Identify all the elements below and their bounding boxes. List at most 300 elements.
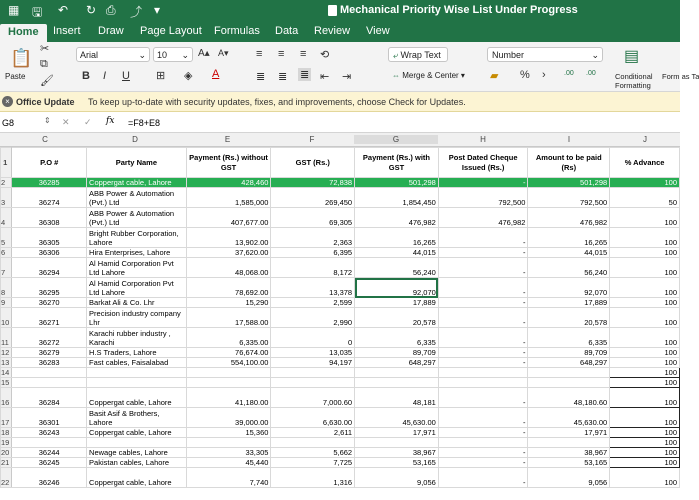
tab-home[interactable]: Home xyxy=(0,24,47,42)
cancel-icon[interactable]: ✕ xyxy=(62,117,70,127)
col-header-e[interactable]: E xyxy=(224,135,231,144)
sheet-icon[interactable]: ▦ xyxy=(8,3,20,17)
post-dated-cheque-cell[interactable]: - xyxy=(438,258,528,278)
header-cell[interactable]: Payment (Rs.) without GST xyxy=(186,148,271,178)
tab-data[interactable]: Data xyxy=(275,25,299,37)
amount-to-pay-cell[interactable]: 16,265 xyxy=(528,228,610,248)
post-dated-cheque-cell[interactable]: - xyxy=(438,408,528,428)
payment-with-gst-cell[interactable]: 1,854,450 xyxy=(355,188,439,208)
payment-without-gst-cell[interactable]: 1,585,000 xyxy=(186,188,271,208)
name-box[interactable]: G8 xyxy=(2,118,15,128)
increase-indent-icon[interactable]: ⇥ xyxy=(342,71,352,83)
tab-view[interactable]: View xyxy=(366,25,390,37)
table-row xyxy=(1,448,680,458)
gst-cell[interactable]: 2,599 xyxy=(271,298,355,308)
font-size-select[interactable] xyxy=(153,47,193,62)
party-cell[interactable]: Barkat Ali & Co. Lhr xyxy=(87,298,187,308)
post-dated-cheque-cell[interactable]: - xyxy=(438,228,528,248)
party-cell[interactable]: Coppergat cable, Lahore xyxy=(87,468,187,488)
copy-icon[interactable]: ⧉ xyxy=(40,58,48,70)
payment-with-gst-cell[interactable]: 89,709 xyxy=(355,348,439,358)
advance-cell[interactable]: 100 xyxy=(610,438,680,448)
number-format-value: Number xyxy=(492,50,525,60)
align-bottom-icon[interactable]: ≡ xyxy=(300,48,307,60)
table-row xyxy=(1,358,680,368)
name-box-stepper-icon[interactable]: ⇕ xyxy=(44,116,51,125)
percent-button[interactable]: % xyxy=(520,69,530,81)
gst-cell[interactable]: 7,000.60 xyxy=(271,388,355,408)
payment-with-gst-cell[interactable]: 476,982 xyxy=(355,208,439,228)
payment-without-gst-cell[interactable] xyxy=(186,378,271,388)
row-number[interactable]: 11 xyxy=(1,328,12,348)
post-dated-cheque-cell[interactable]: 476,982 xyxy=(438,208,528,228)
advance-cell[interactable]: 100 xyxy=(610,388,680,408)
row-number[interactable]: 19 xyxy=(1,438,12,448)
party-cell[interactable]: Fast cables, Faisalabad xyxy=(87,358,187,368)
po-cell[interactable]: 36245 xyxy=(12,458,87,468)
tab-draw[interactable]: Draw xyxy=(98,25,124,37)
row-number[interactable]: 6 xyxy=(1,248,12,258)
table-row xyxy=(1,188,680,208)
gst-cell[interactable]: 6,395 xyxy=(271,248,355,258)
advance-cell[interactable]: 100 xyxy=(610,328,680,348)
payment-without-gst-cell[interactable]: 78,692.00 xyxy=(186,278,271,298)
chevron-down-icon: ⌄ xyxy=(181,50,189,60)
col-header-f[interactable]: F xyxy=(309,135,315,144)
amount-to-pay-cell[interactable]: 53,165 xyxy=(528,458,610,468)
amount-to-pay-cell[interactable]: 476,982 xyxy=(528,208,610,228)
chevron-down-icon: ⌄ xyxy=(138,50,146,60)
advance-cell[interactable]: 100 xyxy=(610,348,680,358)
po-cell[interactable]: 36283 xyxy=(12,358,87,368)
payment-without-gst-cell[interactable]: 33,305 xyxy=(186,448,271,458)
tab-insert[interactable]: Insert xyxy=(53,25,81,37)
comma-button[interactable]: › xyxy=(542,69,546,81)
amount-to-pay-cell[interactable]: 38,967 xyxy=(528,448,610,458)
gst-cell[interactable]: 269,450 xyxy=(271,188,355,208)
gst-cell[interactable]: 13,378 xyxy=(271,278,355,298)
party-cell[interactable] xyxy=(87,368,187,378)
align-middle-icon[interactable]: ≡ xyxy=(278,48,285,60)
gst-cell[interactable]: 72,838 xyxy=(271,178,355,188)
party-cell[interactable]: Bright Rubber Corporation, Lahore xyxy=(87,228,187,248)
print-icon[interactable]: ⎙ xyxy=(106,3,116,17)
advance-cell[interactable]: 100 xyxy=(610,278,680,298)
post-dated-cheque-cell[interactable]: - xyxy=(438,358,528,368)
font-color-icon[interactable]: A xyxy=(212,68,220,80)
payment-with-gst-cell[interactable]: 48,181 xyxy=(355,388,439,408)
table-row xyxy=(1,468,680,488)
party-cell[interactable]: Coppergat cable, Lahore xyxy=(87,388,187,408)
post-dated-cheque-cell[interactable]: - xyxy=(438,328,528,348)
advance-cell[interactable]: 100 xyxy=(610,458,680,468)
party-cell[interactable]: Coppergat cable, Lahore xyxy=(87,428,187,438)
formula-input[interactable]: =F8+E8 xyxy=(128,118,161,128)
grow-font-label: A xyxy=(198,48,205,59)
payment-with-gst-cell[interactable]: 53,165 xyxy=(355,458,439,468)
amount-to-pay-cell[interactable]: 44,015 xyxy=(528,248,610,258)
advance-cell[interactable]: 100 xyxy=(610,428,680,438)
post-dated-cheque-cell[interactable]: - xyxy=(438,308,528,328)
gst-cell[interactable] xyxy=(271,368,355,378)
col-header-c[interactable]: C xyxy=(42,135,48,144)
payment-with-gst-cell[interactable]: 56,240 xyxy=(355,258,439,278)
table-row xyxy=(1,228,680,248)
row-number[interactable]: 3 xyxy=(1,188,12,208)
post-dated-cheque-cell[interactable]: - xyxy=(438,248,528,258)
table-row xyxy=(1,438,680,448)
payment-without-gst-cell[interactable] xyxy=(186,368,271,378)
currency-icon[interactable]: ▰ xyxy=(490,70,499,82)
payment-with-gst-cell[interactable]: 17,889 xyxy=(355,298,439,308)
gst-cell[interactable]: 94,197 xyxy=(271,358,355,368)
cut-icon[interactable]: ✂ xyxy=(40,43,50,55)
payment-without-gst-cell[interactable]: 554,100.00 xyxy=(186,358,271,368)
ribbon-tabs xyxy=(0,22,680,42)
advance-cell[interactable]: 100 xyxy=(610,208,680,228)
payment-with-gst-cell[interactable]: 20,578 xyxy=(355,308,439,328)
header-cell[interactable]: Amount to be paid (Rs) xyxy=(528,148,610,178)
po-cell[interactable]: 36306 xyxy=(12,248,87,258)
advance-cell[interactable]: 100 xyxy=(610,258,680,278)
post-dated-cheque-cell[interactable]: - xyxy=(438,278,528,298)
payment-with-gst-cell[interactable]: 17,971 xyxy=(355,428,439,438)
po-cell[interactable]: 36243 xyxy=(12,428,87,438)
post-dated-cheque-cell[interactable] xyxy=(438,368,528,378)
data-table xyxy=(0,147,680,488)
amount-to-pay-cell[interactable]: 792,500 xyxy=(528,188,610,208)
payment-with-gst-cell[interactable] xyxy=(355,368,439,378)
enter-icon[interactable]: ✓ xyxy=(84,117,92,127)
function-icon[interactable]: fx xyxy=(106,116,115,126)
advance-cell[interactable]: 100 xyxy=(610,298,680,308)
borders-icon[interactable]: ⊞ xyxy=(156,70,166,82)
header-cell[interactable]: P.O # xyxy=(12,148,87,178)
payment-without-gst-cell[interactable]: 15,290 xyxy=(186,298,271,308)
payment-with-gst-cell[interactable] xyxy=(355,378,439,388)
payment-without-gst-cell[interactable]: 76,674.00 xyxy=(186,348,271,358)
po-cell[interactable]: 36301 xyxy=(12,408,87,428)
payment-without-gst-cell[interactable]: 407,677.00 xyxy=(186,208,271,228)
payment-without-gst-cell[interactable] xyxy=(186,438,271,448)
amount-to-pay-cell[interactable]: 48,180.60 xyxy=(528,388,610,408)
po-cell[interactable]: 36271 xyxy=(12,308,87,328)
save-icon[interactable]: 🖫 xyxy=(32,5,43,19)
col-header-i[interactable]: I xyxy=(567,135,571,144)
customize-icon[interactable]: ▾ xyxy=(154,3,161,17)
bold-button[interactable]: B xyxy=(82,70,90,82)
advance-cell[interactable]: 100 xyxy=(610,468,680,488)
post-dated-cheque-cell[interactable]: - xyxy=(438,428,528,438)
amount-to-pay-cell[interactable]: 17,889 xyxy=(528,298,610,308)
party-cell[interactable] xyxy=(87,378,187,388)
party-cell[interactable]: Hira Enterprises, Lahore xyxy=(87,248,187,258)
table-row xyxy=(1,258,680,278)
advance-cell[interactable]: 100 xyxy=(610,448,680,458)
align-left-icon[interactable]: ≣ xyxy=(256,71,266,83)
payment-with-gst-cell[interactable]: 38,967 xyxy=(355,448,439,458)
party-cell[interactable]: Al Hamid Corporation Pvt Ltd Lahore xyxy=(87,278,187,298)
row-number[interactable]: 9 xyxy=(1,298,12,308)
po-cell[interactable]: 36308 xyxy=(12,208,87,228)
advance-cell[interactable]: 100 xyxy=(610,228,680,248)
amount-to-pay-cell[interactable]: 89,709 xyxy=(528,348,610,358)
advance-cell[interactable]: 100 xyxy=(610,308,680,328)
amount-to-pay-cell[interactable]: 20,578 xyxy=(528,308,610,328)
col-header-j[interactable]: J xyxy=(643,135,647,144)
post-dated-cheque-cell[interactable]: - xyxy=(438,348,528,358)
tab-review[interactable]: Review xyxy=(314,25,351,37)
post-dated-cheque-cell[interactable] xyxy=(438,378,528,388)
party-cell[interactable]: ABB Power & Automation (Pvt.) Ltd xyxy=(87,208,187,228)
number-format-select[interactable] xyxy=(487,47,603,62)
payment-with-gst-cell[interactable] xyxy=(355,438,439,448)
payment-without-gst-cell[interactable]: 45,440 xyxy=(186,458,271,468)
conditional-formatting-icon[interactable]: ▤ xyxy=(624,48,640,65)
gst-cell[interactable]: 69,305 xyxy=(271,208,355,228)
gst-cell[interactable] xyxy=(271,438,355,448)
tab-formulas[interactable]: Formulas xyxy=(214,25,260,37)
gst-cell[interactable]: 0 xyxy=(271,328,355,348)
align-right-icon[interactable]: ≣ xyxy=(300,69,310,81)
col-header-h[interactable]: H xyxy=(480,135,486,144)
row-number[interactable]: 16 xyxy=(1,388,12,408)
merge-center-button[interactable]: ⇔ Merge & Center ▾ xyxy=(392,71,465,80)
po-cell[interactable]: 36295 xyxy=(12,278,87,298)
align-center-icon[interactable]: ≣ xyxy=(278,71,288,83)
party-cell[interactable]: H.S Traders, Lahore xyxy=(87,348,187,358)
undo-icon[interactable]: ↶ xyxy=(58,3,69,17)
row-number[interactable]: 1 xyxy=(1,148,12,178)
close-icon[interactable]: × xyxy=(2,96,13,107)
party-cell[interactable]: Precision industry company Lhr xyxy=(87,308,187,328)
align-top-icon[interactable]: ≡ xyxy=(256,48,263,60)
amount-to-pay-cell[interactable] xyxy=(528,438,610,448)
party-cell[interactable] xyxy=(87,438,187,448)
payment-with-gst-cell[interactable]: 648,297 xyxy=(355,358,439,368)
gst-cell[interactable]: 8,172 xyxy=(271,258,355,278)
tab-page-layout[interactable]: Page Layout xyxy=(140,25,202,37)
advance-cell[interactable]: 100 xyxy=(610,248,680,258)
amount-to-pay-cell[interactable]: 17,971 xyxy=(528,428,610,438)
table-row xyxy=(1,328,680,348)
amount-to-pay-cell[interactable]: 56,240 xyxy=(528,258,610,278)
party-cell[interactable]: Pakistan cables, Lahore xyxy=(87,458,187,468)
payment-without-gst-cell[interactable]: 7,740 xyxy=(186,468,271,488)
row-number[interactable]: 5 xyxy=(1,228,12,248)
party-cell[interactable]: Newage cables, Lahore xyxy=(87,448,187,458)
merge-icon: ⇔ xyxy=(392,71,403,80)
payment-with-gst-cell[interactable]: 9,056 xyxy=(355,468,439,488)
amount-to-pay-cell[interactable]: 501,298 xyxy=(528,178,610,188)
post-dated-cheque-cell[interactable]: - xyxy=(438,448,528,458)
po-cell[interactable]: 36305 xyxy=(12,228,87,248)
payment-without-gst-cell[interactable]: 15,360 xyxy=(186,428,271,438)
notice-message: To keep up-to-date with security updates, fixes, and improvements, choose Check for Updates. xyxy=(88,97,466,107)
amount-to-pay-cell[interactable]: 9,056 xyxy=(528,468,610,488)
payment-without-gst-cell[interactable]: 13,902.00 xyxy=(186,228,271,248)
decrease-decimal-button[interactable]: .00 xyxy=(586,70,596,77)
po-cell[interactable] xyxy=(12,378,87,388)
gst-cell[interactable]: 1,316 xyxy=(271,468,355,488)
advance-cell[interactable]: 100 xyxy=(610,378,680,388)
wrap-text-label: Wrap Text xyxy=(400,50,441,60)
paste-icon[interactable]: 📋 xyxy=(10,48,33,68)
payment-without-gst-cell[interactable]: 39,000.00 xyxy=(186,408,271,428)
grow-font-button[interactable]: A▴ xyxy=(198,48,210,59)
underline-button[interactable]: U xyxy=(122,70,130,82)
paste-label[interactable]: Paste xyxy=(5,72,26,81)
gst-cell[interactable]: 6,630.00 xyxy=(271,408,355,428)
po-cell[interactable]: 36284 xyxy=(12,388,87,408)
row-number[interactable]: 13 xyxy=(1,358,12,368)
payment-without-gst-cell[interactable]: 428,460 xyxy=(186,178,271,188)
font-name-value: Arial xyxy=(80,50,99,60)
row-number[interactable]: 22 xyxy=(1,468,12,488)
row-number[interactable]: 14 xyxy=(1,368,12,378)
payment-with-gst-cell[interactable]: 16,265 xyxy=(355,228,439,248)
header-cell[interactable]: Party Name xyxy=(87,148,187,178)
gst-cell[interactable]: 2,990 xyxy=(271,308,355,328)
shrink-font-button[interactable]: A▾ xyxy=(218,48,229,58)
header-cell[interactable]: Payment (Rs.) with GST xyxy=(355,148,439,178)
row-number[interactable]: 8 xyxy=(1,278,12,298)
gst-cell[interactable]: 5,662 xyxy=(271,448,355,458)
decrease-indent-icon[interactable]: ⇤ xyxy=(320,71,330,83)
table-row xyxy=(1,348,680,358)
payment-without-gst-cell[interactable]: 6,335.00 xyxy=(186,328,271,348)
amount-to-pay-cell[interactable] xyxy=(528,378,610,388)
po-cell[interactable]: 36246 xyxy=(12,468,87,488)
po-cell[interactable]: 36285 xyxy=(12,178,87,188)
payment-with-gst-cell[interactable]: 501,298 xyxy=(355,178,439,188)
post-dated-cheque-cell[interactable]: - xyxy=(438,458,528,468)
title-bar xyxy=(0,0,680,22)
party-cell[interactable]: Al Hamid Corporation Pvt Ltd Lahore xyxy=(87,258,187,278)
gst-cell[interactable]: 2,363 xyxy=(271,228,355,248)
post-dated-cheque-cell[interactable]: - xyxy=(438,388,528,408)
gst-cell[interactable] xyxy=(271,378,355,388)
col-header-d[interactable]: D xyxy=(132,135,138,144)
notice-title: Office Update xyxy=(16,97,75,107)
payment-without-gst-cell[interactable]: 48,068.00 xyxy=(186,258,271,278)
po-cell[interactable]: 36244 xyxy=(12,448,87,458)
amount-to-pay-cell[interactable]: 45,630.00 xyxy=(528,408,610,428)
payment-with-gst-cell[interactable]: 45,630.00 xyxy=(355,408,439,428)
merge-center-label: Merge & Center xyxy=(402,71,459,80)
gst-cell[interactable]: 13,035 xyxy=(271,348,355,358)
table-row xyxy=(1,388,680,408)
redo-icon[interactable]: ↻ xyxy=(86,3,97,17)
excel-doc-icon xyxy=(328,5,337,16)
po-cell[interactable]: 36272 xyxy=(12,328,87,348)
po-cell[interactable] xyxy=(12,438,87,448)
party-cell[interactable]: Coppergat cable, Lahore xyxy=(87,178,187,188)
post-dated-cheque-cell[interactable]: 792,500 xyxy=(438,188,528,208)
spreadsheet-grid xyxy=(0,147,680,500)
gst-cell[interactable]: 2,611 xyxy=(271,428,355,438)
header-cell[interactable]: Post Dated Cheque Issued (Rs.) xyxy=(438,148,528,178)
table-row xyxy=(1,298,680,308)
payment-without-gst-cell[interactable]: 17,588.00 xyxy=(186,308,271,328)
advance-cell[interactable]: 100 xyxy=(610,358,680,368)
header-cell[interactable]: GST (Rs.) xyxy=(271,148,355,178)
amount-to-pay-cell[interactable]: 648,297 xyxy=(528,358,610,368)
col-header-g[interactable]: G xyxy=(354,135,438,144)
amount-to-pay-cell[interactable]: 92,070 xyxy=(528,278,610,298)
row-number[interactable]: 15 xyxy=(1,378,12,388)
advance-cell[interactable]: 100 xyxy=(610,178,680,188)
gst-cell[interactable]: 7,725 xyxy=(271,458,355,468)
row-number[interactable]: 18 xyxy=(1,428,12,438)
payment-with-gst-cell[interactable]: 6,335 xyxy=(355,328,439,348)
post-dated-cheque-cell[interactable]: - xyxy=(438,298,528,308)
po-cell[interactable]: 36279 xyxy=(12,348,87,358)
italic-button[interactable]: I xyxy=(103,70,107,82)
po-cell[interactable] xyxy=(12,368,87,378)
row-number[interactable]: 4 xyxy=(1,208,12,228)
share-icon[interactable]: ⤴ xyxy=(130,5,143,19)
payment-without-gst-cell[interactable]: 37,620.00 xyxy=(186,248,271,258)
wrap-text-button[interactable] xyxy=(388,47,448,62)
table-row xyxy=(1,178,680,188)
po-cell[interactable]: 36274 xyxy=(12,188,87,208)
font-name-select[interactable] xyxy=(76,47,150,62)
font-size-value: 10 xyxy=(157,50,168,60)
row-number[interactable]: 20 xyxy=(1,448,12,458)
row-number[interactable]: 17 xyxy=(1,408,12,428)
orientation-icon[interactable]: ⟲ xyxy=(320,49,330,61)
payment-without-gst-cell[interactable]: 41,180.00 xyxy=(186,388,271,408)
po-cell[interactable]: 36270 xyxy=(12,298,87,308)
table-body xyxy=(1,178,680,488)
post-dated-cheque-cell[interactable]: - xyxy=(438,468,528,488)
payment-with-gst-cell[interactable]: 44,015 xyxy=(355,248,439,258)
table-row xyxy=(1,208,680,228)
row-number[interactable]: 10 xyxy=(1,308,12,328)
shrink-font-label: A xyxy=(218,48,225,58)
advance-cell[interactable]: 100 xyxy=(610,408,680,428)
fill-color-icon[interactable]: ◈ xyxy=(184,70,193,82)
increase-decimal-button[interactable]: .00 xyxy=(564,70,574,77)
row-number[interactable]: 21 xyxy=(1,458,12,468)
row-number[interactable]: 7 xyxy=(1,258,12,278)
table-row xyxy=(1,428,680,438)
post-dated-cheque-cell[interactable]: - xyxy=(438,178,528,188)
amount-to-pay-cell[interactable] xyxy=(528,368,610,378)
advance-cell[interactable]: 100 xyxy=(610,368,680,378)
amount-to-pay-cell[interactable]: 6,335 xyxy=(528,328,610,348)
wrap-icon: ⤶ xyxy=(393,50,401,60)
row-number[interactable]: 2 xyxy=(1,178,12,188)
row-number[interactable]: 12 xyxy=(1,348,12,358)
header-row xyxy=(1,148,680,178)
header-cell[interactable]: % Advance xyxy=(610,148,680,178)
party-cell[interactable]: Basit Asif & Brothers, Lahore xyxy=(87,408,187,428)
payment-with-gst-cell[interactable]: 92,070 xyxy=(355,278,439,298)
party-cell[interactable]: Karachi rubber industry , Karachi xyxy=(87,328,187,348)
conditional-formatting-label[interactable]: Conditional Formatting xyxy=(615,72,653,90)
chevron-down-icon: ⌄ xyxy=(591,50,599,60)
table-row xyxy=(1,248,680,258)
advance-cell[interactable]: 50 xyxy=(610,188,680,208)
ribbon xyxy=(0,42,699,92)
post-dated-cheque-cell[interactable] xyxy=(438,438,528,448)
format-painter-icon[interactable]: 🖌 xyxy=(40,75,54,87)
po-cell[interactable]: 36294 xyxy=(12,258,87,278)
format-as-table-label[interactable]: Form as Ta xyxy=(662,72,699,81)
party-cell[interactable]: ABB Power & Automation (Pvt.) Ltd xyxy=(87,188,187,208)
